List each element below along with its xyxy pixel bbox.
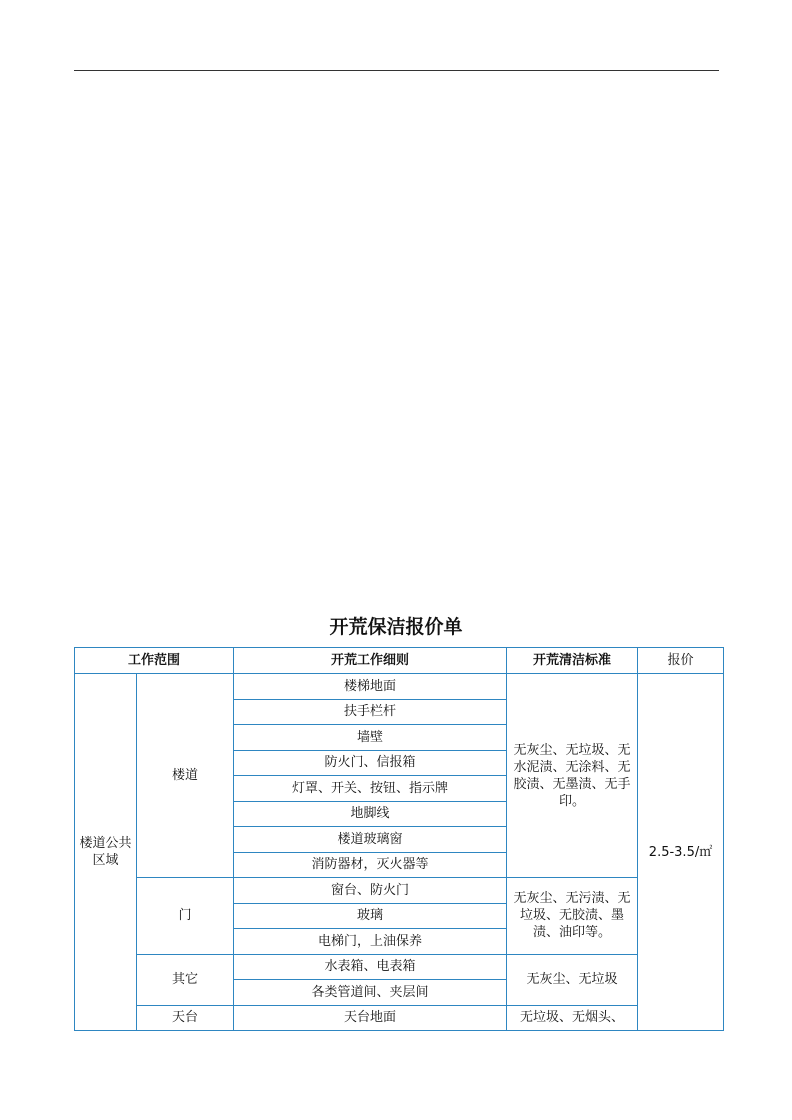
detail-cell: 窗台、防火门 bbox=[234, 878, 507, 904]
detail-cell: 灯罩、开关、按钮、指示牌 bbox=[234, 776, 507, 802]
detail-cell: 楼道玻璃窗 bbox=[234, 827, 507, 853]
group-name-cell: 天台 bbox=[137, 1005, 234, 1031]
header-price: 报价 bbox=[638, 648, 724, 674]
header-row bbox=[75, 648, 724, 674]
document-title: 开荒保洁报价单 bbox=[329, 616, 463, 638]
detail-cell: 楼梯地面 bbox=[234, 674, 507, 700]
detail-cell: 天台地面 bbox=[234, 1005, 507, 1031]
table-row bbox=[75, 1005, 724, 1031]
detail-cell: 地脚线 bbox=[234, 801, 507, 827]
detail-cell: 扶手栏杆 bbox=[234, 699, 507, 725]
group-name-cell: 其它 bbox=[137, 954, 234, 1005]
group-name-cell: 楼道 bbox=[137, 674, 234, 878]
detail-cell: 防火门、信报箱 bbox=[234, 750, 507, 776]
detail-cell: 水表箱、电表箱 bbox=[234, 954, 507, 980]
header-detail: 开荒工作细则 bbox=[234, 648, 507, 674]
standard-cell: 无灰尘、无垃圾、无水泥渍、无涂料、无胶渍、无墨渍、无手印。 bbox=[507, 674, 638, 878]
detail-cell: 电梯门，上油保养 bbox=[234, 929, 507, 955]
table-row bbox=[75, 878, 724, 904]
quote-table bbox=[74, 647, 724, 1031]
detail-cell: 玻璃 bbox=[234, 903, 507, 929]
price-cell: 2.5-3.5/㎡ bbox=[638, 674, 724, 1031]
header-scope: 工作范围 bbox=[75, 648, 234, 674]
detail-cell: 消防器材，灭火器等 bbox=[234, 852, 507, 878]
header-standard: 开荒清洁标准 bbox=[507, 648, 638, 674]
standard-cell: 无垃圾、无烟头、 bbox=[507, 1005, 638, 1031]
area-cell: 楼道公共区域 bbox=[75, 674, 137, 1031]
detail-cell: 墙壁 bbox=[234, 725, 507, 751]
table-row bbox=[75, 674, 724, 700]
header-rule bbox=[74, 70, 719, 71]
group-name-cell: 门 bbox=[137, 878, 234, 955]
detail-cell: 各类管道间、夹层间 bbox=[234, 980, 507, 1006]
standard-cell: 无灰尘、无垃圾 bbox=[507, 954, 638, 1005]
standard-cell: 无灰尘、无污渍、无垃圾、无胶渍、墨渍、油印等。 bbox=[507, 878, 638, 955]
table-row bbox=[75, 954, 724, 980]
